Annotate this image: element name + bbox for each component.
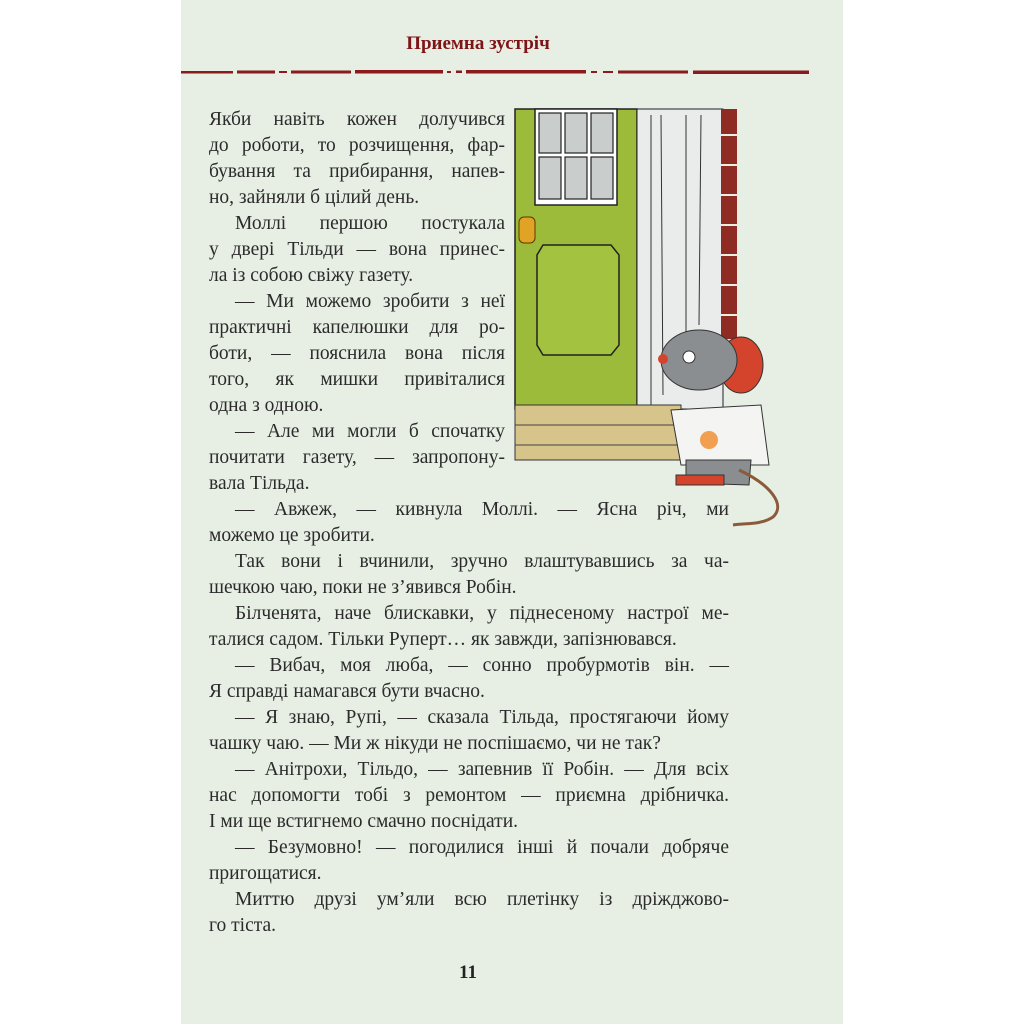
text-line: но, зайняли б цілий день. (209, 187, 420, 208)
text-line: Миттю друзі ум’яли всю плетінку із дріжджово- (235, 889, 729, 910)
text-line: го тіста. (209, 915, 277, 936)
paragraph (209, 549, 729, 601)
text-line: почитати газету, — запропону- (209, 447, 505, 468)
text-line: практичні капелюшки для ро- (209, 317, 505, 338)
page-number: 11 (459, 962, 477, 983)
text-line: Білченята, наче блискавки, у піднесеному настрої ме- (235, 603, 729, 624)
text-line: ла із собою свіжу газету. (209, 265, 414, 286)
text-line: боти, — пояснила вона після (209, 343, 505, 364)
book-page (181, 0, 843, 1024)
paragraph (209, 887, 729, 939)
decorative-divider (181, 68, 809, 76)
text-line: Моллі першою постукала (235, 213, 505, 234)
text-line: Так вони і вчинили, зручно влаштувавшись за ча- (235, 551, 729, 572)
text-line: — Авжеж, — кивнула Моллі. — Ясна річ, ми (235, 499, 729, 520)
text-line: Якби навіть кожен долучився (209, 109, 505, 130)
text-line: — Ми можемо зробити з неї (235, 291, 505, 312)
text-line: Я справді намагався бути вчасно. (209, 681, 485, 702)
text-line: — Безумовно! — погодилися інші й почали добряче (235, 837, 729, 858)
text-line: — Вибач, моя люба, — сонно пробурмотів він. — (235, 655, 729, 676)
text-line: одна з одною. (209, 395, 324, 416)
text-line: — Я знаю, Рупі, — сказала Тільда, простягаючи йому (235, 707, 729, 728)
paragraph (209, 835, 729, 887)
text-line: бування та прибирання, напев- (209, 161, 505, 182)
paragraph (209, 705, 729, 757)
text-line: того, як мишки привіталися (209, 369, 505, 390)
text-line: до роботи, то розчищення, фар- (209, 135, 505, 156)
paragraph (209, 757, 729, 835)
text-line: можемо це зробити. (209, 525, 375, 546)
text-line: у двері Тільди — вона принес- (209, 239, 505, 260)
text-line: пригощатися. (209, 863, 322, 884)
paragraph (209, 653, 729, 705)
chapter-title: Приемна зустріч (406, 33, 550, 54)
paragraph (209, 601, 729, 653)
text-line: — Але ми могли б спочатку (235, 421, 505, 442)
mouse-at-door-illustration (511, 105, 801, 530)
text-line: вала Тільда. (209, 473, 310, 494)
text-line: талися садом. Тільки Руперт… як завжди, запізнювався. (209, 629, 677, 650)
text-line: І ми ще встигнемо смачно поснідати. (209, 811, 519, 832)
text-line: нас допомогти тобі з ремонтом — приємна дрібничка. (209, 785, 729, 806)
text-line: шечкою чаю, поки не з’явився Робін. (209, 577, 517, 598)
text-line: — Анітрохи, Тільдо, — запевнив її Робін. — Для всіх (235, 759, 729, 780)
text-line: чашку чаю. — Ми ж нікуди не поспішаємо, чи не так? (209, 733, 661, 754)
